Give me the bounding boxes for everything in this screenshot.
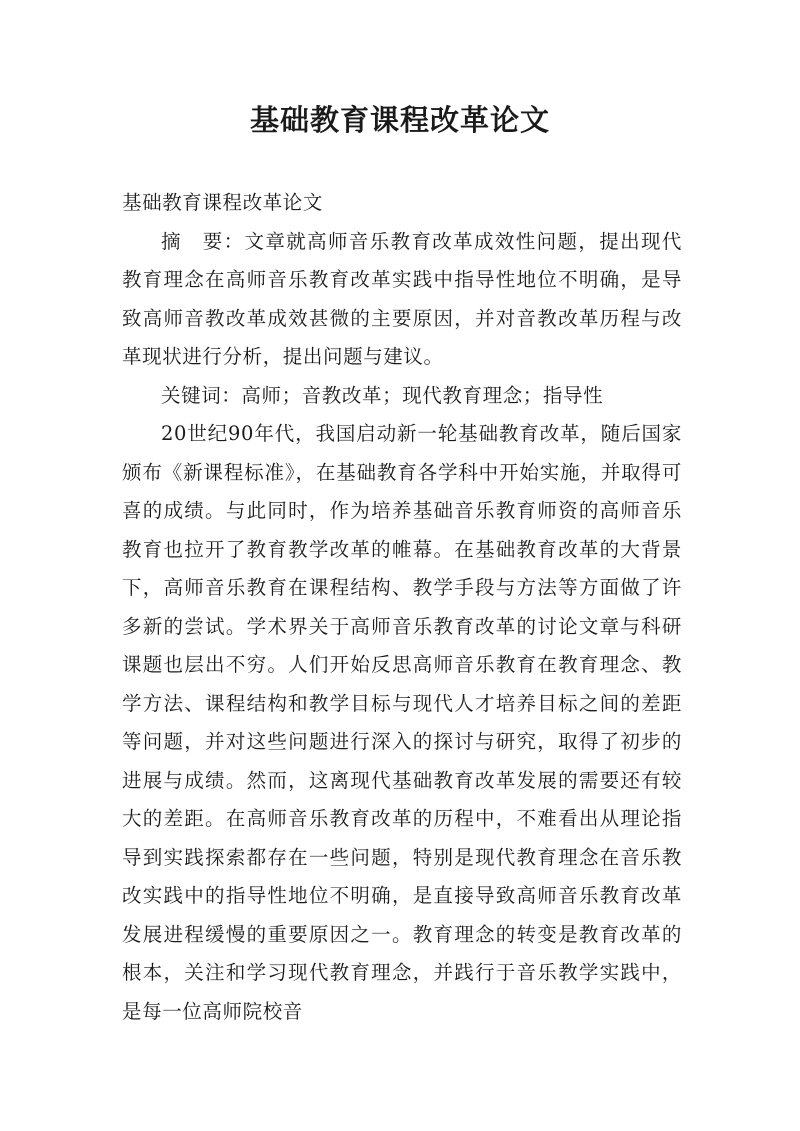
document-title: 基础教育课程改革论文 [249, 103, 550, 137]
document-body [122, 184, 682, 1031]
abstract-paragraph: 摘 要：文章就高师音乐教育改革成效性问题，提出现代教育理念在高师音乐教育改革实践中指导性地位不明确，是导致高师音教改革成效甚微的主要原因，并对音教改革历程与改革现状进行分析，提出问题与建议。 [122, 229, 682, 368]
subtitle-line: 基础教育课程改革论文 [122, 191, 324, 214]
body-paragraph: 20世纪90年代，我国启动新一轮基础教育改革，随后国家颁布《新课程标准》，在基础教育各学科中开始实施，并取得可喜的成绩。与此同时，作为培养基础音乐教育师资的高师音乐教育也拉开了教育教学改革的帷幕。在基础教育改革的大背景下，高师音乐教育在课程结构、教学手段与方法等方面做了许多新的尝试。学术界关于高师音乐教育改革的讨论文章与科研课题也层出不穷。人们开始反思高师音乐教育在教育理念、教学方法、课程结构和教学目标与现代人才培养目标之间的差距等问题，并对这些问题进行深入的探讨与研究，取得了初步的进展与成绩。然而，这离现代基础教育改革发展的需要还有较大的差距。在高师音乐教育改革的历程中，不难看出从理论指导到实践探索都存在一些问题，特别是现代教育理念在音乐教改实践中的指导性地位不明确，是直接导致高师音乐教育改革发展进程缓慢的重要原因之一。教育理念的转变是教育改革的根本，关注和学习现代教育理念，并践行于音乐教学实践中，是每一位高师院校音 [122, 422, 682, 1023]
keywords-line: 关键词：高师；音教改革；现代教育理念；指导性 [161, 383, 604, 407]
